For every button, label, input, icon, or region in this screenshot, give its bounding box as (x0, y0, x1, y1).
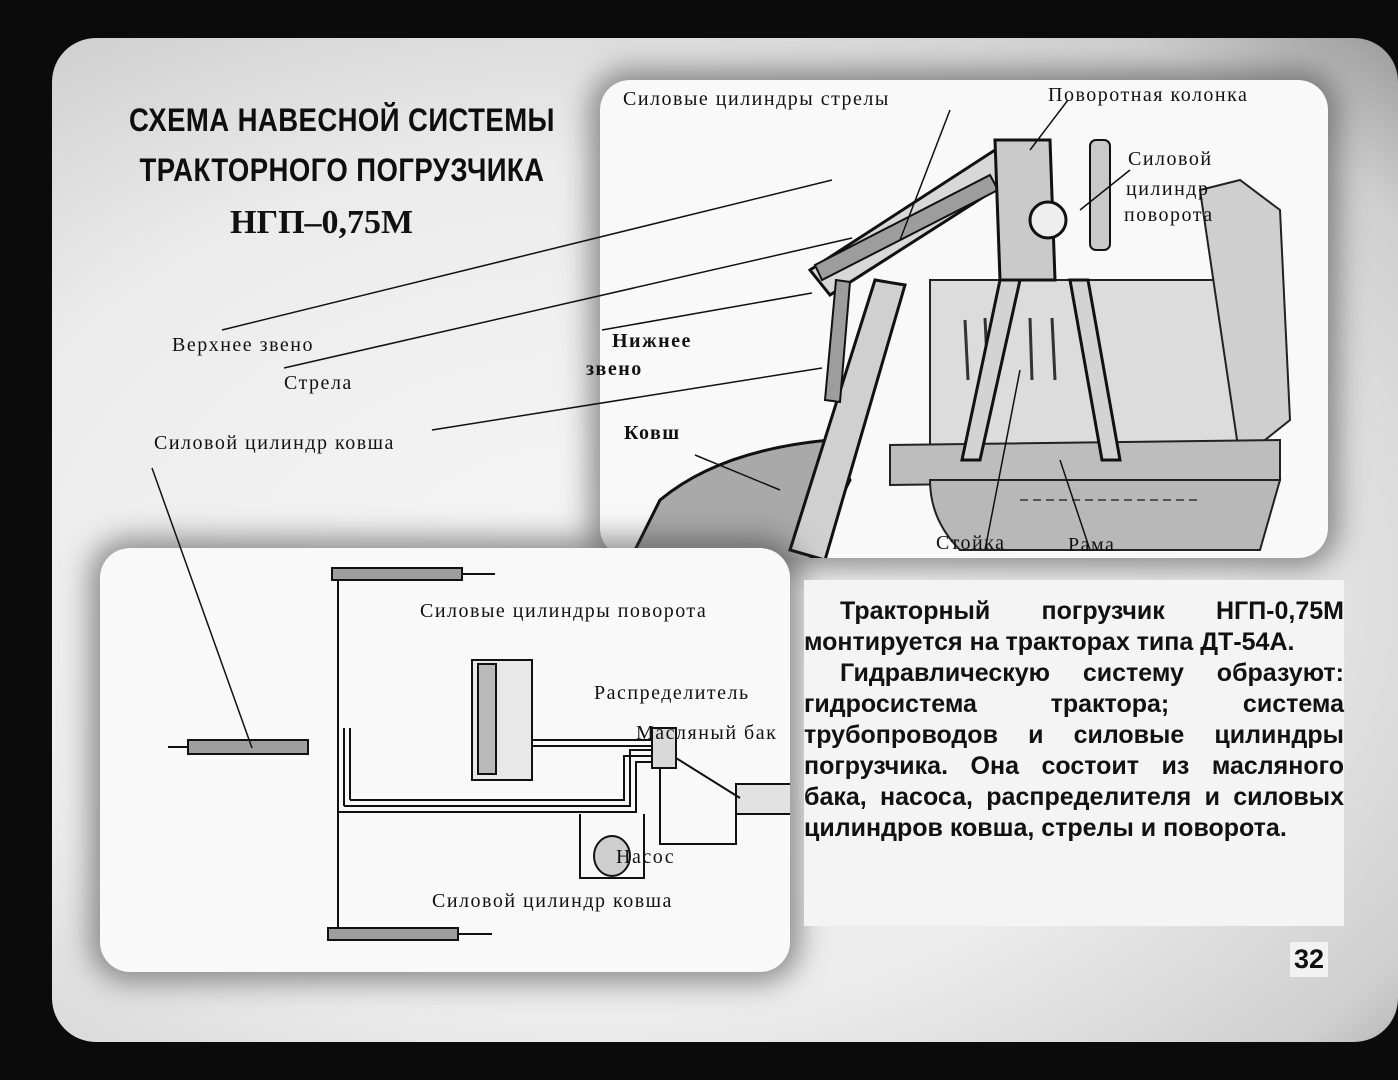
label-swing-cylinder-1: Силовой (1128, 148, 1213, 170)
label-swing-cylinder-2: цилиндр (1126, 178, 1210, 200)
title-line-2: ТРАКТОРНОГО ПОГРУЗЧИКА (139, 152, 545, 188)
label-frame: Рама (1068, 534, 1116, 556)
description-paragraph-2: Гидравлическую систему образуют: гидросистема трактора; система трубопроводов и силовые цилиндры погрузчика. Она состоит из масляного бака, насоса, распределителя и силовых цилиндров ковша, стрелы и поворота. (804, 659, 1344, 842)
label-upper-link: Верхнее звено (172, 334, 314, 356)
label-lower-link-1: Нижнее (612, 330, 692, 352)
description-block (804, 580, 1344, 926)
label-post: Стойка (936, 532, 1006, 554)
label-boom: Стрела (284, 372, 353, 394)
label-distributor: Распределитель (594, 682, 750, 704)
label-swing-cylinders: Силовые цилиндры поворота (420, 600, 708, 622)
label-hydraulic-bucket-cylinder: Силовой цилиндр ковша (432, 890, 673, 912)
label-bucket: Ковш (624, 422, 681, 444)
label-swing-cylinder-3: поворота (1124, 204, 1214, 226)
page-number: 32 (1290, 942, 1328, 977)
title-model: НГП–0,75М (230, 204, 414, 241)
label-bucket-cylinder: Силовой цилиндр ковша (154, 432, 395, 454)
label-lower-link-2: звено (586, 358, 643, 380)
label-pump: Насос (616, 846, 676, 868)
description-paragraph-1: Тракторный погрузчик НГП-0,75М монтируется на тракторах типа ДТ-54А. (804, 597, 1344, 656)
label-swivel-column: Поворотная колонка (1048, 84, 1249, 106)
title-line-1: СХЕМА НАВЕСНОЙ СИСТЕМЫ (129, 102, 555, 138)
label-oil-tank: Масляный бак (636, 722, 778, 744)
label-boom-cylinders: Силовые цилиндры стрелы (623, 88, 890, 110)
slide (52, 38, 1398, 1042)
